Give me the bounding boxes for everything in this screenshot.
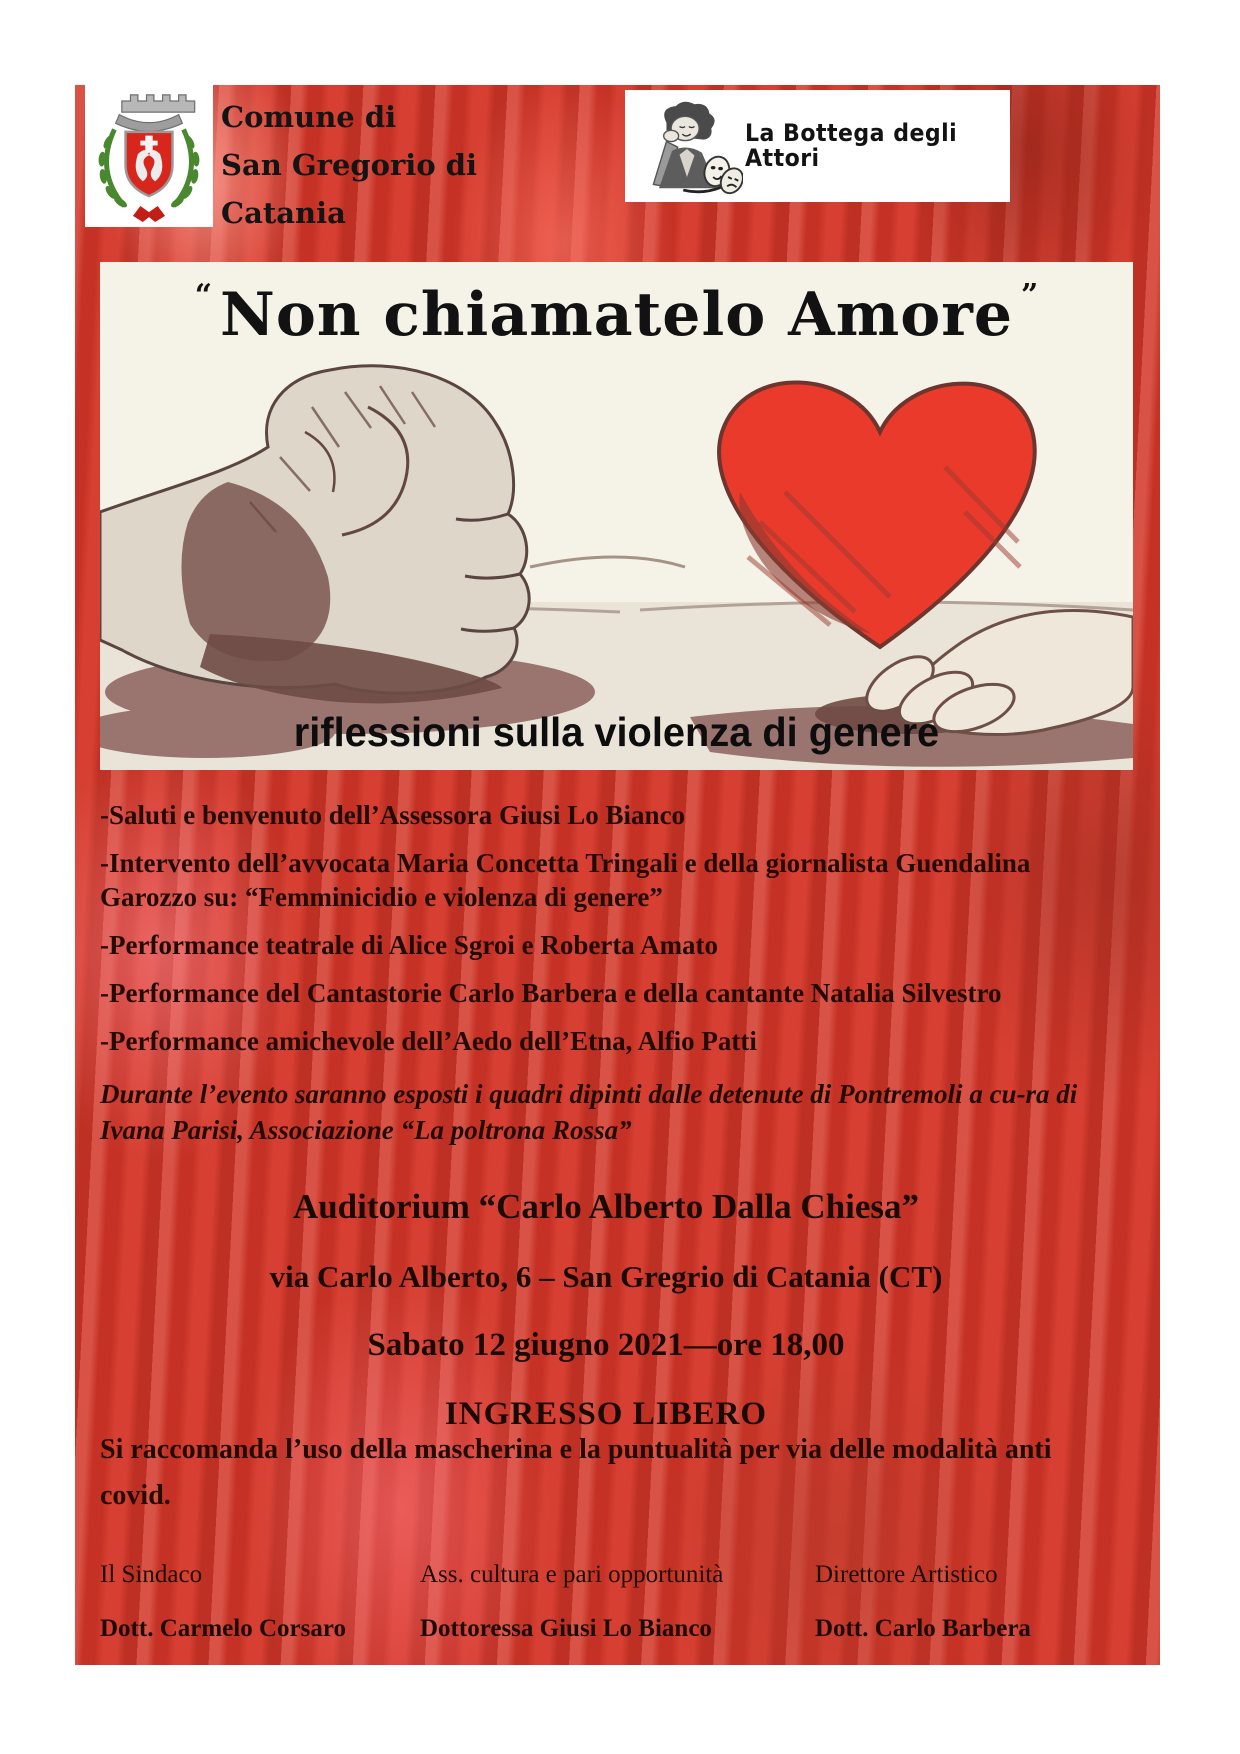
programme-item: -Performance amichevole dell’Aedo dell’Etna, Alfio Patti <box>100 1026 757 1056</box>
municipality-line2: San Gregorio di <box>221 148 478 182</box>
signatures <box>100 1561 1112 1643</box>
title-close-quote: ” <box>1021 278 1039 313</box>
programme-item: -Saluti e benvenuto dell’Assessora Giusi Lo Bianco <box>100 800 686 830</box>
signature-name: Dottoressa Giusi Lo Bianco <box>420 1615 712 1642</box>
municipal-coat-of-arms <box>85 85 213 227</box>
event-datetime: Sabato 12 giugno 2021—ore 18,00 <box>367 1327 845 1363</box>
signature-role: Ass. cultura e pari opportunità <box>420 1561 724 1588</box>
signature-role: Il Sindaco <box>100 1561 203 1588</box>
signature-name: Dott. Carmelo Corsaro <box>100 1615 346 1642</box>
actor-illustration-icon <box>631 98 743 200</box>
signature-name: Dott. Carlo Barbera <box>815 1615 1031 1642</box>
poster-subtitle: riflessioni sulla violenza di genere <box>293 709 940 755</box>
programme-item: -Performance del Cantastorie Carlo Barbera e della cantante Natalia Silvestro <box>100 978 1002 1008</box>
poster-title <box>100 278 1133 350</box>
poster-background <box>75 85 1160 1665</box>
bottega-logo <box>625 90 1010 202</box>
title-artwork-panel <box>100 262 1133 770</box>
exhibition-note: Durante l’evento saranno esposti i quadri dipinti dalle detenute di Pontremoli a cu-ra di Ivana Parisi, Associazione “La poltrona Rossa” <box>100 1079 1078 1145</box>
municipality-line1: Comune di <box>221 100 397 134</box>
admission-note: INGRESSO LIBERO <box>444 1396 768 1432</box>
venue-address: via Carlo Alberto, 6 – San Gregrio di Catania (CT) <box>269 1259 943 1294</box>
programme-item: -Performance teatrale di Alice Sgroi e Roberta Amato <box>100 930 719 960</box>
programme-item: -Intervento dell’avvocata Maria Concetta Tringali e della giornalista Guendalina Garozzo su: “Femminicidio e violenza di genere” <box>100 848 1031 912</box>
venue-block <box>100 1173 1112 1433</box>
municipality-name <box>221 93 561 237</box>
covid-note: Si raccomanda l’uso della mascherina e la puntualità per via delle modalità anti covid. <box>100 1434 1052 1511</box>
title-text: Non chiamatelo Amore <box>220 280 1013 350</box>
title-open-quote: “ <box>194 278 212 313</box>
municipality-line3: Catania <box>221 196 346 230</box>
coat-of-arms-icon <box>85 85 213 227</box>
signature-role: Direttore Artistico <box>815 1561 998 1588</box>
venue-name: Auditorium “Carlo Alberto Dalla Chiesa” <box>292 1187 920 1226</box>
programme-list <box>100 798 1112 1148</box>
bottega-logo-label: La Bottega degli Attori <box>745 118 958 172</box>
